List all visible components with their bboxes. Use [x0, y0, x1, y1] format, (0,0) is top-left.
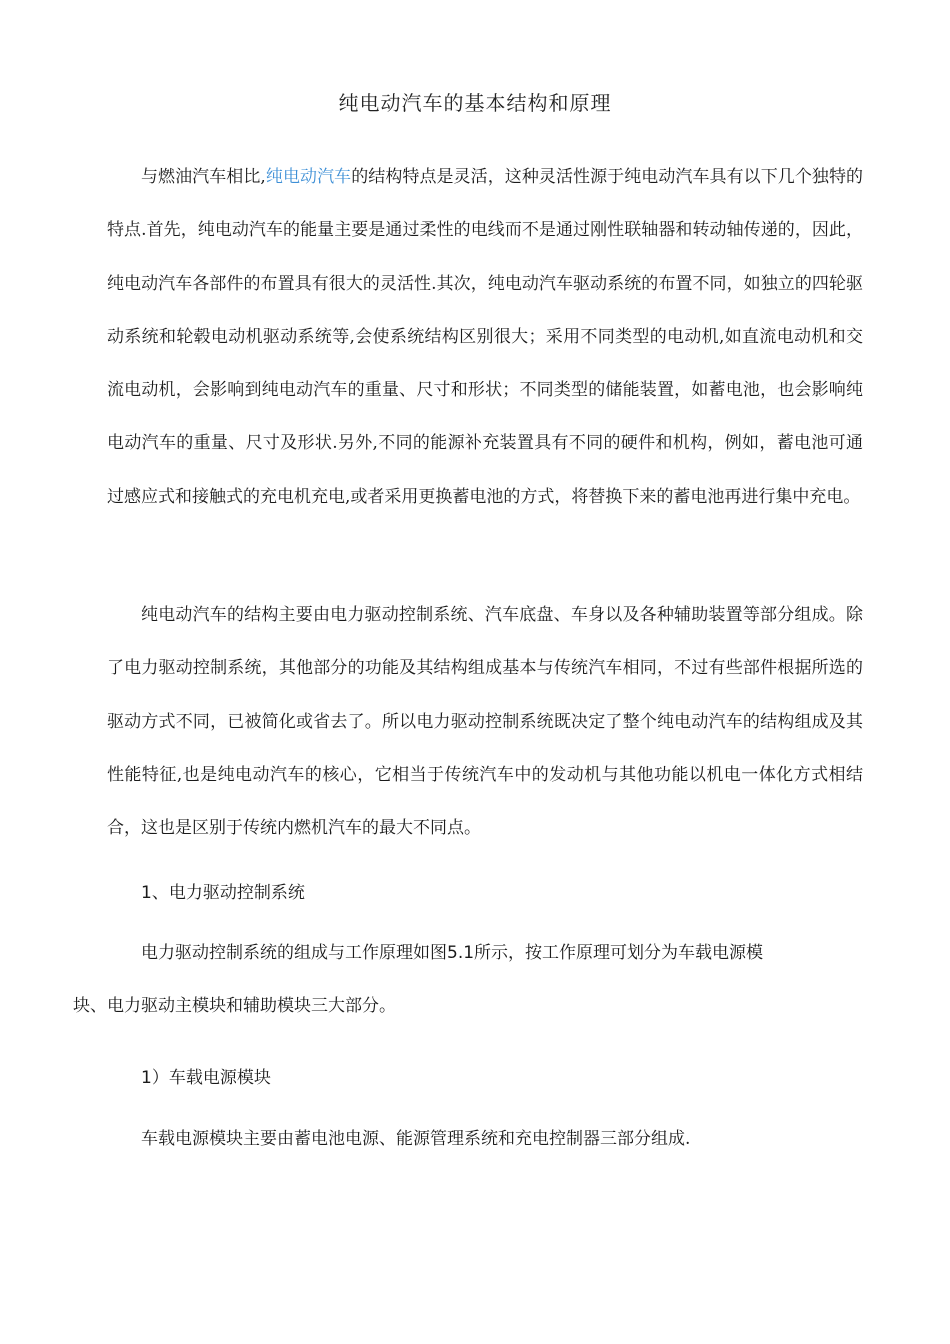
paragraph-drive-control-intro — [73, 927, 827, 1034]
subsection-heading-text: ）车载电源模块 — [151, 1068, 271, 1088]
subsection-heading-power-module — [141, 1063, 271, 1093]
section-number: 1 — [141, 883, 152, 903]
figure-reference: 5.1 — [447, 943, 475, 963]
paragraph-text: 所示，按工作原理可划分为车载电源模 — [474, 943, 764, 963]
paragraph-text: 电力驱动控制系统的组成与工作原理如图 — [141, 943, 447, 963]
paragraph-power-module: 车载电源模块主要由蓄电池电源、能源管理系统和充电控制器三部分组成. — [141, 1129, 691, 1149]
section-heading-drive-control — [141, 878, 305, 908]
paragraph-text: 的结构特点是灵活，这种灵活性源于纯电动汽车具有以下几个独特的特点.首先，纯电动汽车的能量主要是通过柔性的电线而不是通过刚性联轴器和转动轴传递的，因此，纯电动汽车各部件的布置具有很大的灵活性.其次，纯电动汽车驱动系统的布置不同，如独立的四轮驱动系统和轮毂电动机驱动系统等,会使系统结构区别很大；采用不同类型的电动机,如直流电动机和交流电动机，会影响到纯电动汽车的重量、尺寸和形状；不同类型的储能装置，如蓄电池，也会影响纯电动汽车的重量、尺寸及形状.另外,不同的能源补充装置具有不同的硬件和机构，例如，蓄电池可通过感应式和接触式的充电机充电,或者采用更换蓄电池的方式，将替换下来的蓄电池再进行集中充电。 — [107, 167, 864, 507]
paragraph-text: 块、电力驱动主模块和辅助模块三大部分。 — [73, 996, 396, 1017]
section-heading-text: 、电力驱动控制系统 — [151, 883, 305, 903]
ev-link[interactable]: 纯电动汽车 — [265, 167, 352, 187]
subsection-number: 1 — [141, 1068, 152, 1088]
document-title: 纯电动汽车的基本结构和原理 — [338, 91, 612, 115]
paragraph-structure-composition: 纯电动汽车的结构主要由电力驱动控制系统、汽车底盘、车身以及各种辅助装置等部分组成。除了电力驱动控制系统，其他部分的功能及其结构组成基本与传统汽车相同，不过有些部件根据所选的驱动方式不同，已被简化或省去了。所以电力驱动控制系统既决定了整个纯电动汽车的结构组成及其性能特征,也是纯电动汽车的核心，它相当于传统汽车中的发动机与其他功能以机电一体化方式相结合，这也是区别于传统内燃机汽车的最大不同点。 — [107, 605, 863, 839]
paragraph-text: 与燃油汽车相比, — [141, 167, 266, 187]
paragraph-structure-features — [107, 151, 863, 524]
